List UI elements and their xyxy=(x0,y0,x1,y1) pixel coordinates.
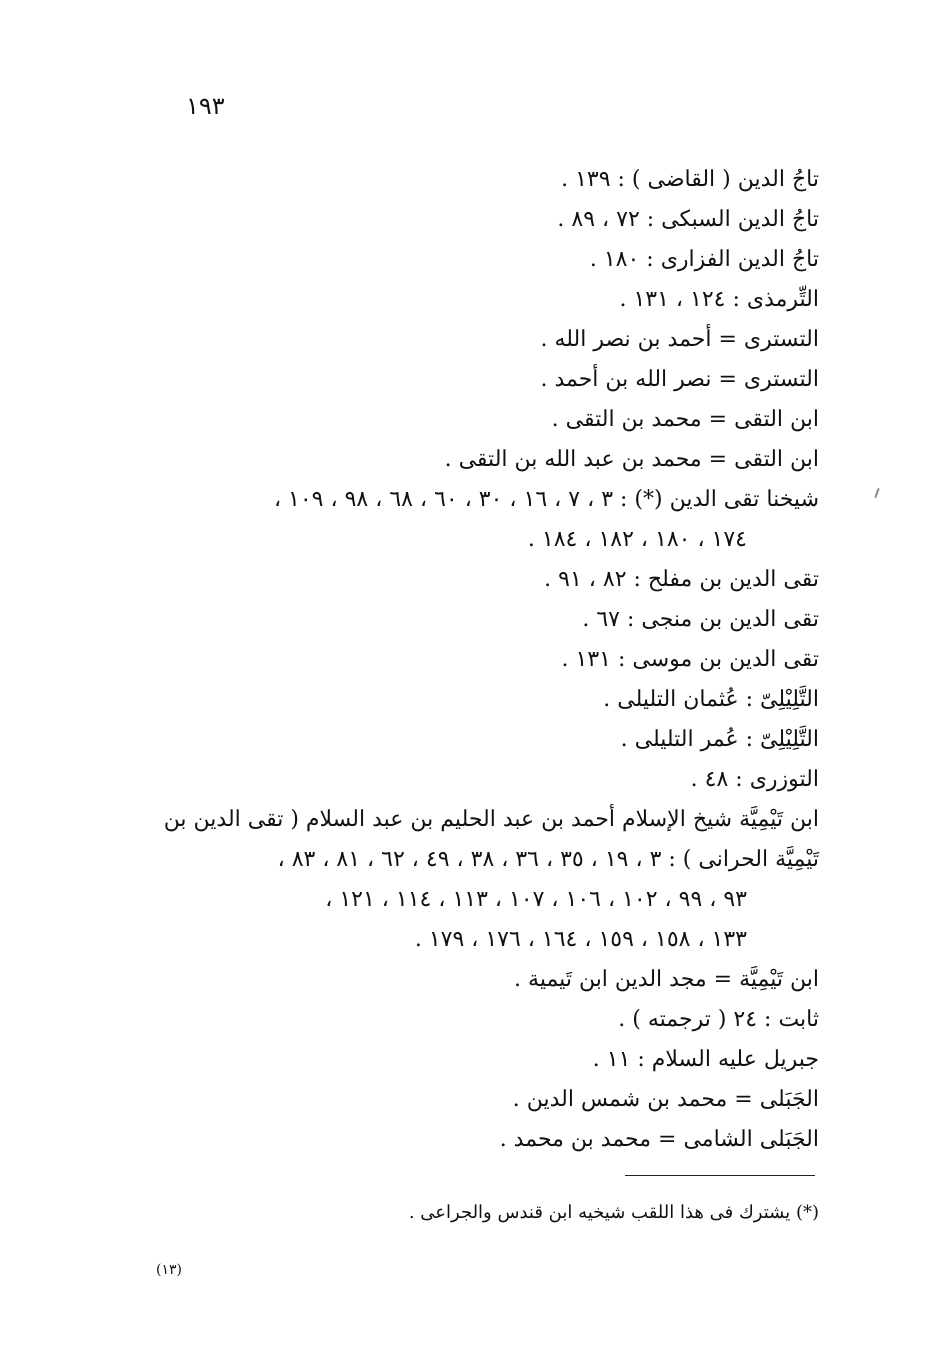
index-entry: الجَبَلى = محمد بن شمس الدين . xyxy=(512,1087,819,1112)
index-entry-continuation: ٩٣ ، ٩٩ ، ١٠٢ ، ١٠٦ ، ١٠٧ ، ١١٣ ، ١١٤ ، ١٢١ ، xyxy=(325,887,747,912)
index-entry: التَّلِيْلِىّ : عُمر التليلى . xyxy=(620,727,819,752)
index-entry: التسترى = نصر الله بن أحمد . xyxy=(540,367,819,392)
index-entry: جبريل عليه السلام : ١١ . xyxy=(592,1047,819,1072)
footnote-divider xyxy=(625,1175,815,1176)
index-entry: التِّرمذى : ١٢٤ ، ١٣١ . xyxy=(619,287,819,312)
index-entry: ثابت : ٢٤ ( ترجمته ) . xyxy=(618,1007,819,1032)
index-entry: تَيْمِيَّة الحرانى ) : ٣ ، ١٩ ، ٣٥ ، ٣٦ ، ٣٨ ، ٤٩ ، ٦٢ ، ٨١ ، ٨٣ ، xyxy=(277,847,819,872)
index-entry: ابن تَيْمِيَّة = مجد الدين ابن تَيمية . xyxy=(514,967,819,992)
index-entry: ابن تَيْمِيَّة شيخ الإسلام أحمد بن عبد الحليم بن عبد السلام ( تقى الدين بن xyxy=(163,807,819,832)
index-entry: تاجُ الدين السبكى : ٧٢ ، ٨٩ . xyxy=(557,207,819,232)
index-entry-continuation: ١٧٤ ، ١٨٠ ، ١٨٢ ، ١٨٤ . xyxy=(527,527,747,552)
index-entry: شيخنا تقى الدين (*) : ٣ ، ٧ ، ١٦ ، ٣٠ ، ٦٠ ، ٦٨ ، ٩٨ ، ١٠٩ ، xyxy=(273,487,819,512)
index-entry: الجَبَلى الشامى = محمد بن محمد . xyxy=(499,1127,819,1152)
footnote: (*) يشترك فى هذا اللقب شيخيه ابن قندس والجراعى . xyxy=(408,1202,819,1223)
index-entry: تاجُ الدين ( القاضى ) : ١٣٩ . xyxy=(561,167,819,192)
index-entry: تاجُ الدين الفزارى : ١٨٠ . xyxy=(589,247,819,272)
index-entry: التَّلِيْلِىّ : عُثمان التليلى . xyxy=(603,687,819,712)
index-entry: التسترى = أحمد بن نصر الله . xyxy=(540,327,819,352)
signature-mark: (١٣) xyxy=(156,1262,182,1278)
index-entry: تقى الدين بن موسى : ١٣١ . xyxy=(561,647,819,672)
page-number: ١٩٣ xyxy=(186,92,225,120)
index-entry: ابن التقى = محمد بن التقى . xyxy=(551,407,819,432)
index-entry: تقى الدين بن مفلح : ٨٢ ، ٩١ . xyxy=(544,567,819,592)
index-entry-continuation: ١٣٣ ، ١٥٨ ، ١٥٩ ، ١٦٤ ، ١٧٦ ، ١٧٩ . xyxy=(414,927,747,952)
index-entry: التوزرى : ٤٨ . xyxy=(690,767,819,792)
index-entry: ابن التقى = محمد بن عبد الله بن التقى . xyxy=(444,447,819,472)
index-entry: تقى الدين بن منجى : ٦٧ . xyxy=(582,607,819,632)
margin-mark xyxy=(874,488,879,498)
index-entries xyxy=(139,160,819,1160)
